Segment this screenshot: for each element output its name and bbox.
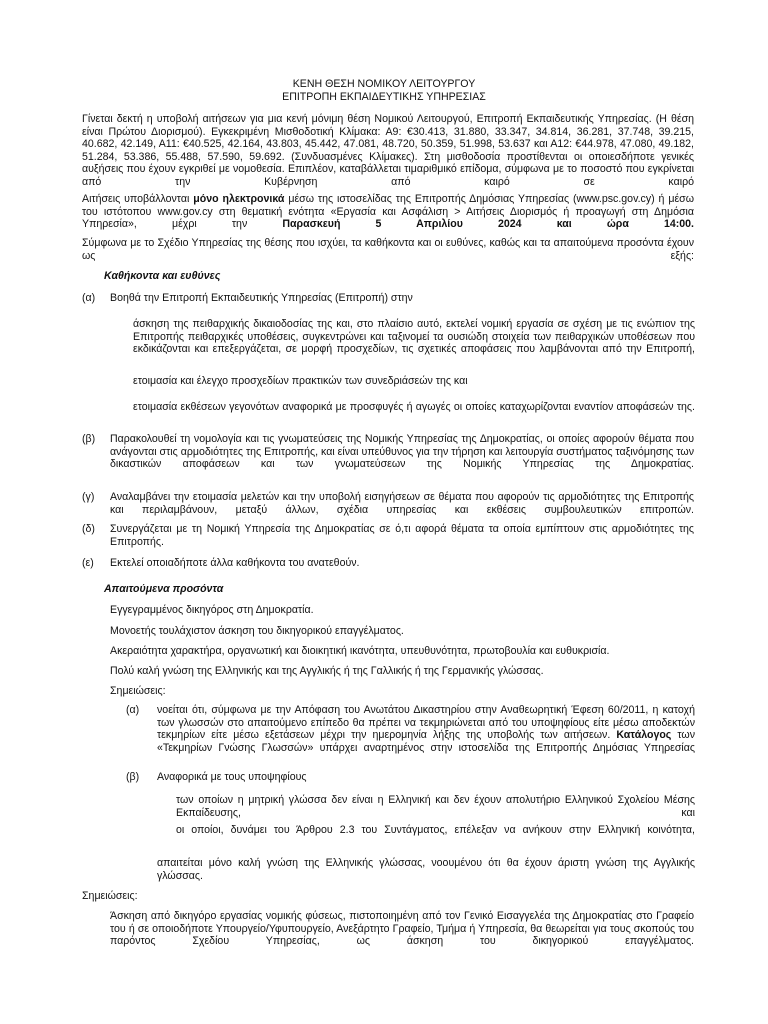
- note-a-marker: (α): [126, 704, 140, 716]
- note-a-text: νοείται ότι, σύμφωνα με την Απόφαση του Ανωτάτου Δικαστηρίου στην Αναθεωρητική Έφεση 60/2011, η κατοχή των γλωσσών στο απαιτούμενο επίπεδο θα πρέπει να τεκμηριώνεται από του υποψηφίους είτε μέσω αποδεκτών τεκμηρίων είτε μέσω εξετάσεων μέχρι την ημερομηνία λήξης της υποβολής των αιτήσεων. Κατάλογος των «Τεκμηρίων Γνώσης Γλωσσών» υπάρχει αναρτημένος στην ιστοσελίδα της Επιτροπής Δημόσιας Υπηρεσίας: [157, 704, 696, 754]
- duty-c-marker: (γ): [82, 491, 95, 503]
- duty-e-marker: (ε): [82, 557, 94, 569]
- note-b-item-2: οι οποίοι, δυνάμει του Άρθρου 2.3 του Συντάγματος, επέλεξαν να ανήκουν στην Ελληνική κοινότητα,: [176, 824, 695, 836]
- duty-b-marker: (β): [82, 433, 96, 445]
- note-b-tail: απαιτείται μόνο καλή γνώση της Ελληνικής γλώσσας, νοουμένου ότι θα έχουν άριστη γνώση της Αγγλικής γλώσσας.: [157, 857, 695, 882]
- qualification-notes-label: Σημειώσεις:: [110, 685, 166, 697]
- duty-a-text: Βοηθά την Επιτροπή Εκπαιδευτικής Υπηρεσίας (Επιτροπή) στην: [110, 292, 413, 304]
- qualification-2: Μονοετής τουλάχιστον άσκηση του δικηγορικού επαγγέλματος.: [110, 625, 404, 637]
- application-paragraph: Αιτήσεις υποβάλλονται μόνο ηλεκτρονικά μέσω της ιστοσελίδας της Επιτροπής Δημόσιας Υπηρεσίας (www.psc.gov.cy) ή μέσω του ιστότοπου www.gov.cy στη θεματική ενότητα «Εργασία και Ασφάλιση > Αιτήσεις Διορισμός ή προαγωγή στη Δημόσια Υπηρεσία», μέχρι την Παρασκευή 5 Απριλίου 2024 και ώρα 14:00.: [82, 193, 694, 231]
- duty-b-text: Παρακολουθεί τη νομολογία και τις γνωματεύσεις της Νομικής Υπηρεσίας της Δημοκρατίας, οι οποίες αφορούν θέματα που ανάγονται στις αρμοδιότητες της Επιτροπής, και είναι υπεύθυνος για την τήρηση και λειτουργία συστήματος ταξινόμησης των δικαστικών αποφάσεων και των γνωματεύσεων της Νομικής Υπηρεσίας της Δημοκρατίας.: [110, 433, 694, 471]
- qualifications-heading: Απαιτούμενα προσόντα: [104, 583, 224, 595]
- duties-heading: Καθήκοντα και ευθύνες: [104, 270, 221, 282]
- duty-d-marker: (δ): [82, 523, 95, 535]
- qualification-1: Εγγεγραμμένος δικηγόρος στη Δημοκρατία.: [110, 604, 314, 616]
- note-b-marker: (β): [126, 771, 140, 783]
- title-committee: ΕΠΙΤΡΟΠΗ ΕΚΠΑΙΔΕΥΤΙΚΗΣ ΥΠΗΡΕΣΙΑΣ: [282, 91, 486, 103]
- intro-paragraph: Γίνεται δεκτή η υποβολή αιτήσεων για μια κενή μόνιμη θέση Νομικού Λειτουργού, Επιτροπή Εκπαιδευτικής Υπηρεσίας. (Η θέση είναι Πρώτου Διορισμού). Εγκεκριμένη Μισθοδοτική Κλίμακα: Α9: €30.413, 31.880, 33.347, 34.814, 36.281, 37.748, 39.215, 40.682, 42.149, Α11: €40.525, 42.164, 43.803, 45.442, 47.081, 48.720, 50.359, 51.998, 53.637 και Α12: €44.978, 47.080, 49.182, 51.284, 53.386, 55.488, 57.590, 59.692. (Συνδυασμένες Κλίμακες). Στη μισθοδοσία προστίθενται οι οποιεσδήποτε γενικές αυξήσεις που έχουν εγκριθεί με νομοθεσία. Επιπλέον, καταβάλλεται τιμαριθμικό επίδομα, σύμφωνα με το ποσοστό που εγκρίνεται από την Κυβέρνηση από καιρό σε καιρό: [82, 113, 694, 188]
- title-position: ΚΕΝΗ ΘΕΣΗ ΝΟΜΙΚΟΥ ΛΕΙΤΟΥΡΓΟΥ: [292, 78, 476, 90]
- duty-a-sub1: άσκηση της πειθαρχικής δικαιοδοσίας της και, στο πλαίσιο αυτό, εκτελεί νομική εργασία σε σχέση με τις ενώπιον της Επιτροπής πειθαρχικές υποθέσεις, συγκεντρώνει και ταξινομεί τα ουσιώδη στοιχεία των πειθαρχικών υποθέσεων που εκδικάζονται και επεξεργάζεται, σε μορφή προσχεδίων, τις σχετικές αποφάσεις που λαμβάνονται από την Επιτροπή,: [133, 318, 695, 356]
- duty-a-sub2: ετοιμασία και έλεγχο προσχεδίων πρακτικών των συνεδριάσεών της και: [133, 375, 468, 387]
- duty-d-text: Συνεργάζεται με τη Νομική Υπηρεσία της Δημοκρατίας σε ό,τι αφορά θέματα τα οποία εμπίπτουν στις αρμοδιότητες της Επιτροπής.: [110, 523, 694, 548]
- qualification-3: Ακεραιότητα χαρακτήρα, οργανωτική και διοικητική ικανότητα, υπευθυνότητα, πρωτοβουλία και ευθυκρισία.: [110, 645, 610, 657]
- scheme-paragraph: Σύμφωνα με το Σχέδιο Υπηρεσίας της θέσης που ισχύει, τα καθήκοντα και οι ευθύνες, καθώς και τα απαιτούμενα προσόντα έχουν ως εξής:: [82, 237, 694, 262]
- qualification-4: Πολύ καλή γνώση της Ελληνικής και της Αγγλικής ή της Γαλλικής ή της Γερμανικής γλώσσας.: [110, 665, 544, 677]
- duty-c-text: Αναλαμβάνει την ετοιμασία μελετών και την υποβολή εισηγήσεων σε θέματα που αφορούν τις αρμοδιότητες της Επιτροπής και περιλαμβάνουν, μεταξύ άλλων, σχέδια υπηρεσίας και εκθέσεις συμβουλευτικών επιτροπών.: [110, 491, 694, 516]
- note-b-text: Αναφορικά με τους υποψηφίους: [157, 771, 307, 783]
- footer-notes-label: Σημειώσεις:: [82, 890, 138, 902]
- note-b-item-1: των οποίων η μητρική γλώσσα δεν είναι η Ελληνική και δεν έχουν απολυτήριο Ελληνικού Σχολείου Μέσης Εκπαίδευσης, και: [176, 794, 695, 819]
- duty-e-text: Εκτελεί οποιαδήποτε άλλα καθήκοντα του ανατεθούν.: [110, 557, 360, 569]
- duty-a-marker: (α): [82, 292, 96, 304]
- duty-a-sub3: ετοιμασία εκθέσεων γεγονότων αναφορικά με προσφυγές ή αγωγές οι οποίες καταχωρίζονται εναντίον αποφάσεών της.: [133, 401, 695, 413]
- footer-notes-text: Άσκηση από δικηγόρο εργασίας νομικής φύσεως, πιστοποιημένη από τον Γενικό Εισαγγελέα της Δημοκρατίας στο Γραφείο του ή σε οποιοδήποτε Υπουργείο/Υφυπουργείο, Ανεξάρτητο Γραφείο, Τμήμα ή Υπηρεσία, θα θεωρείται για τους σκοπούς του παρόντος Σχεδίου Υπηρεσίας, ως άσκηση του δικηγορικού επαγγέλματος.: [110, 910, 694, 948]
